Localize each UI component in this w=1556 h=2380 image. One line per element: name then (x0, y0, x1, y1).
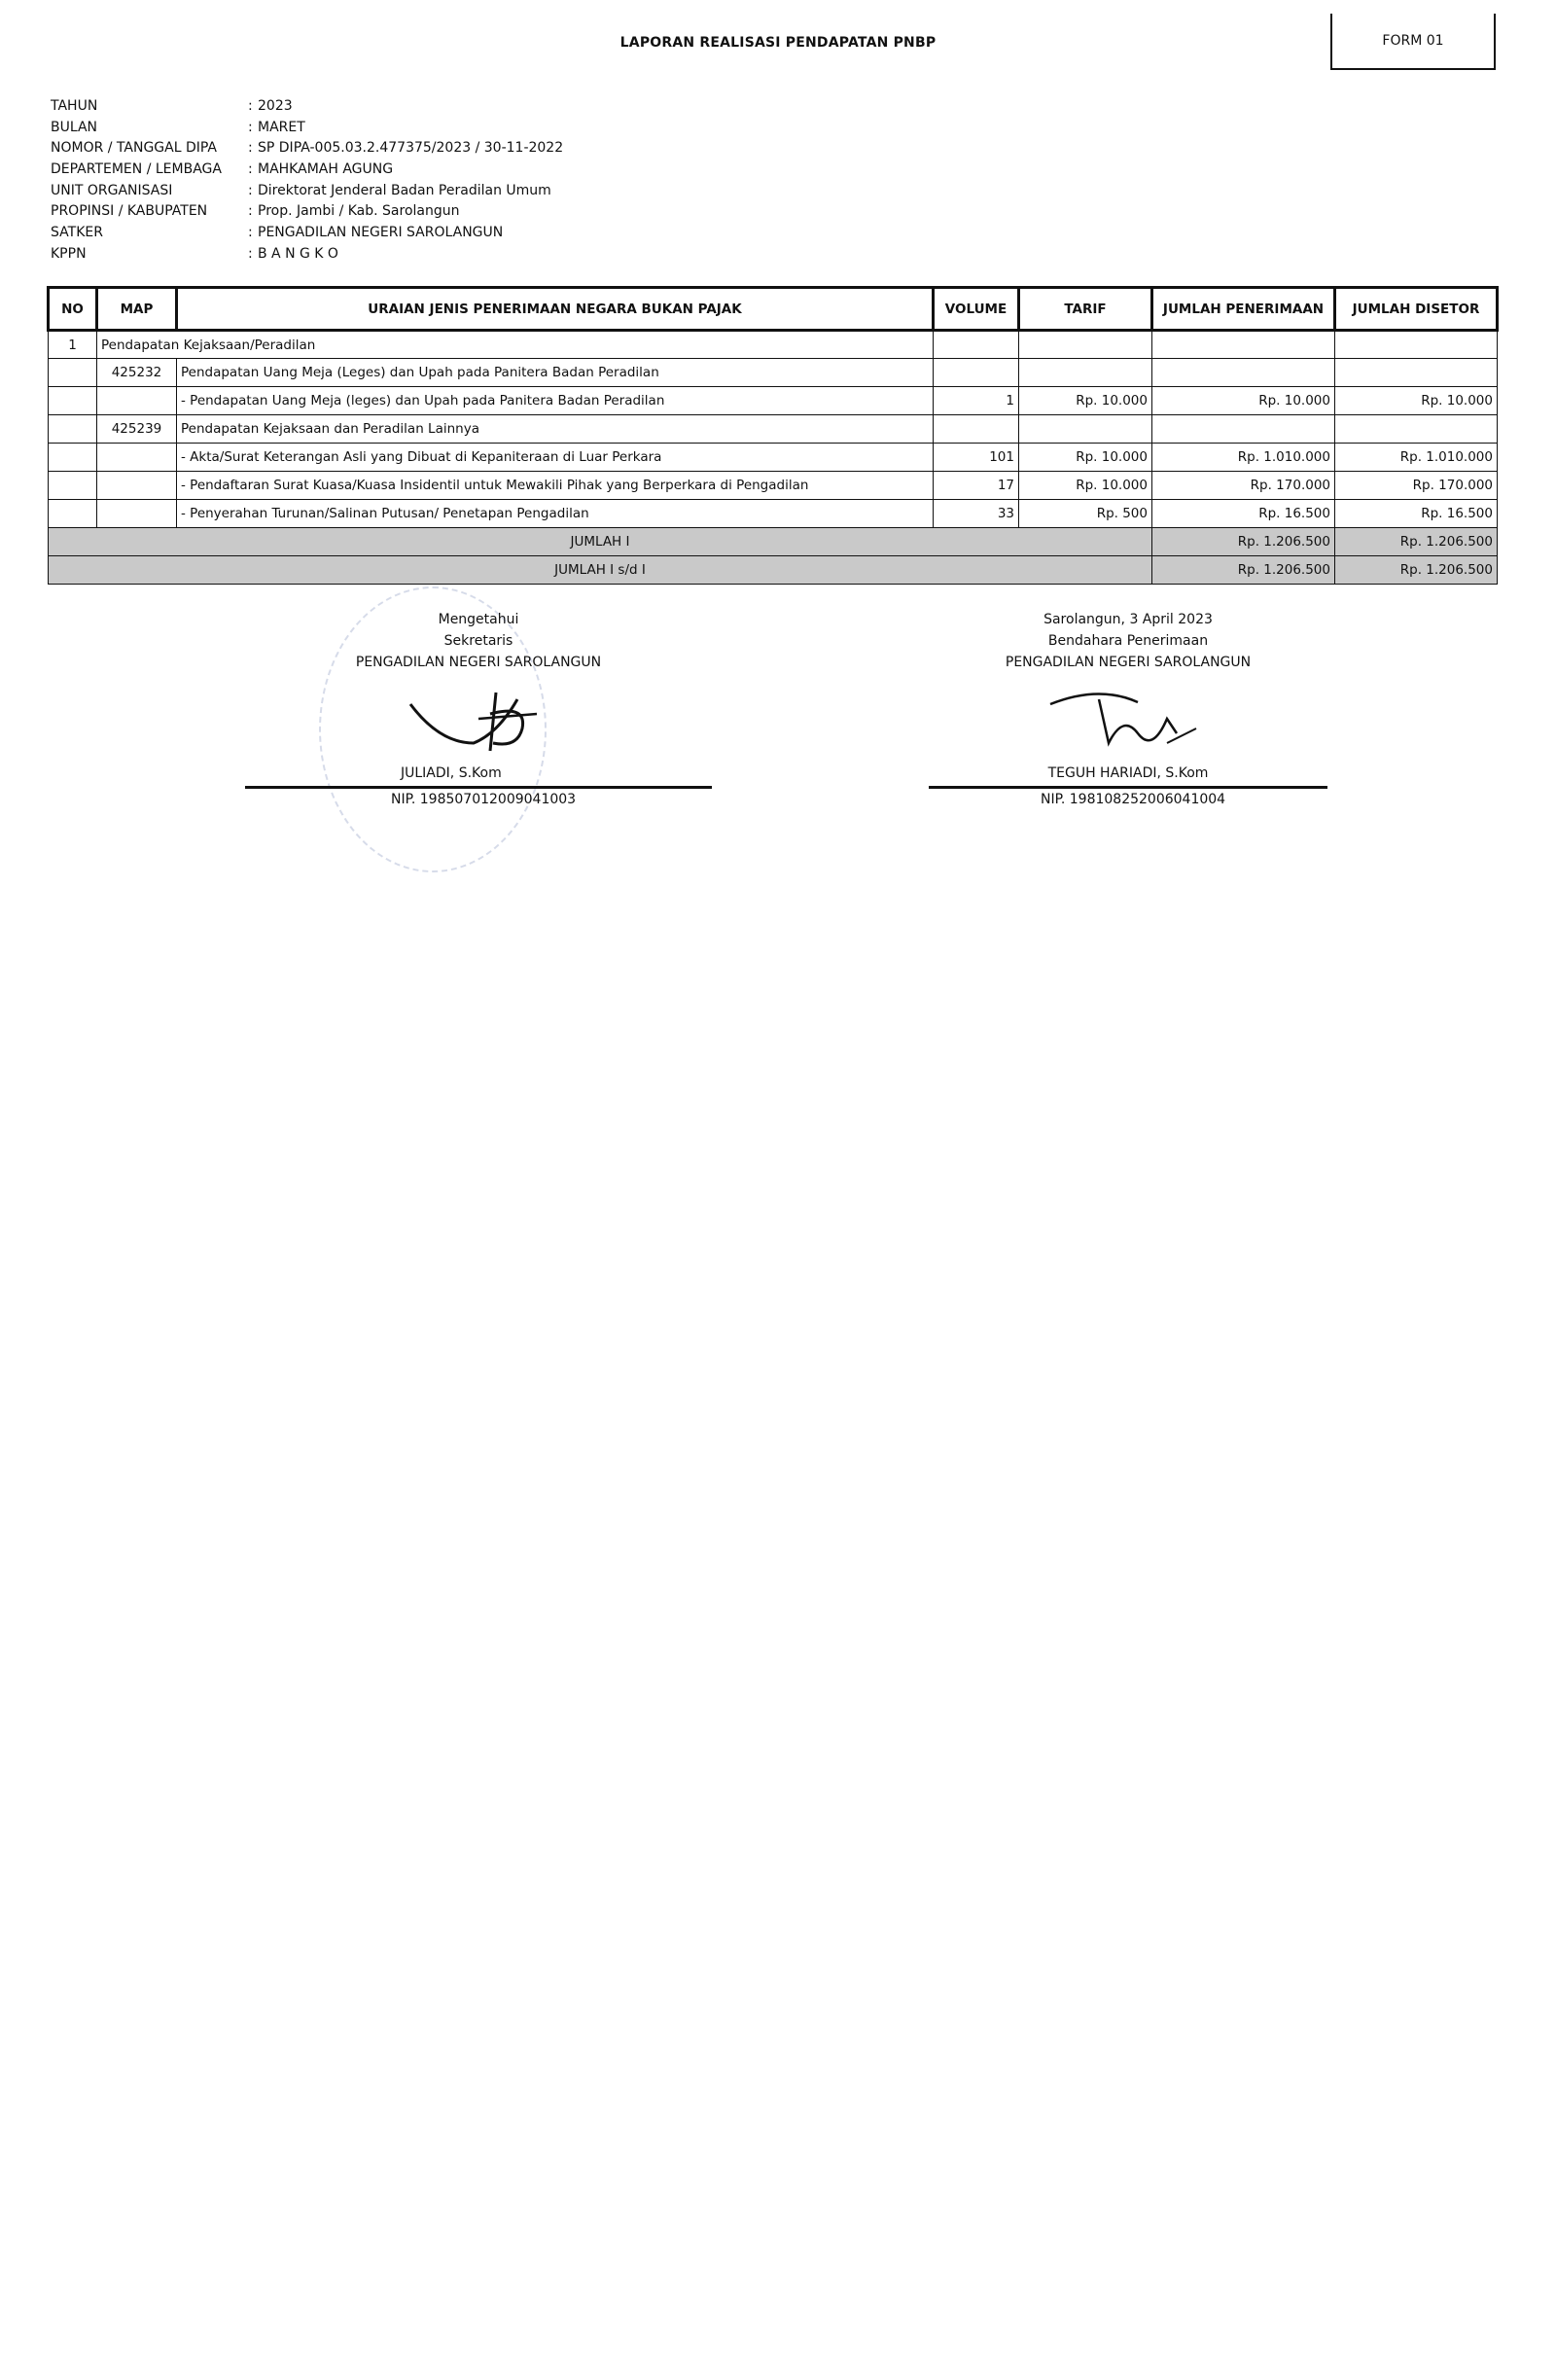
meta-label: SATKER (51, 224, 103, 240)
table-row (49, 500, 1498, 528)
cell-tarif: Rp. 10.000 (1019, 472, 1152, 500)
cell-disetor (1335, 331, 1498, 359)
meta-value: 2023 (258, 97, 293, 114)
cell-tarif (1019, 359, 1152, 387)
meta-label: NOMOR / TANGGAL DIPA (51, 140, 218, 157)
meta-row-departemen: DEPARTEMEN / LEMBAGA : MAHKAMAH AGUNG (51, 160, 394, 177)
table-row (49, 444, 1498, 472)
cell-no: 1 (49, 331, 97, 359)
col-header-tarif: TARIF (1019, 288, 1152, 331)
sig-left-nip: NIP. 198507012009041003 (391, 792, 577, 807)
table-row (49, 415, 1498, 444)
form-code-box: FORM 01 (1330, 14, 1496, 70)
cell-disetor (1335, 415, 1498, 444)
cell-volume: 17 (934, 472, 1019, 500)
cell-volume: 33 (934, 500, 1019, 528)
grand-total-row (49, 556, 1498, 585)
cell-no (49, 387, 97, 415)
cell-penerimaan: Rp. 1.010.000 (1152, 444, 1335, 472)
handwritten-signature-right (1031, 675, 1225, 763)
cell-map: 425232 (97, 359, 177, 387)
meta-value: MARET (258, 119, 305, 135)
cell-disetor: Rp. 10.000 (1335, 387, 1498, 415)
cell-uraian: - Penyerahan Turunan/Salinan Putusan/ Penetapan Pengadilan (177, 500, 934, 528)
cell-tarif (1019, 415, 1152, 444)
meta-label: PROPINSI / KABUPATEN (51, 203, 208, 220)
cell-disetor: Rp. 16.500 (1335, 500, 1498, 528)
col-header-penerimaan: JUMLAH PENERIMAAN (1152, 288, 1335, 331)
meta-value: SP DIPA-005.03.2.477375/2023 / 30-11-2022 (258, 140, 564, 157)
meta-row-satker: SATKER : PENGADILAN NEGERI SAROLANGUN (51, 224, 504, 240)
meta-row-tahun: TAHUN : 2023 (51, 97, 293, 114)
meta-value: Prop. Jambi / Kab. Sarolangun (258, 203, 460, 220)
sig-left-line2: Sekretaris (443, 633, 513, 649)
meta-row-unit: UNIT ORGANISASI : Direktorat Jenderal Badan Peradilan Umum (51, 182, 551, 198)
cell-tarif: Rp. 500 (1019, 500, 1152, 528)
cell-map (97, 500, 177, 528)
signature-block-left (245, 609, 712, 810)
total-disetor: Rp. 1.206.500 (1335, 528, 1498, 556)
table-row (49, 331, 1498, 359)
table-row (49, 387, 1498, 415)
cell-disetor: Rp. 170.000 (1335, 472, 1498, 500)
cell-disetor (1335, 359, 1498, 387)
cell-map (97, 387, 177, 415)
cell-uraian: - Akta/Surat Keterangan Asli yang Dibuat di Kepaniteraan di Luar Perkara (177, 444, 934, 472)
cell-penerimaan (1152, 331, 1335, 359)
cell-tarif: Rp. 10.000 (1019, 444, 1152, 472)
sig-right-line2: Bendahara Penerimaan (1047, 633, 1209, 649)
pnbp-table (47, 286, 1499, 585)
cell-no (49, 500, 97, 528)
meta-value: MAHKAMAH AGUNG (258, 160, 394, 177)
grand-total-penerimaan: Rp. 1.206.500 (1152, 556, 1335, 585)
grand-total-label: JUMLAH I s/d I (49, 556, 1152, 585)
total-row (49, 528, 1498, 556)
meta-label: DEPARTEMEN / LEMBAGA (51, 160, 222, 177)
col-header-disetor: JUMLAH DISETOR (1335, 288, 1498, 331)
sig-left-name: JULIADI, S.Kom (401, 765, 502, 781)
col-header-map: MAP (97, 288, 177, 331)
cell-volume (934, 331, 1019, 359)
cell-map: 425239 (97, 415, 177, 444)
meta-label: KPPN (51, 245, 87, 262)
cell-disetor: Rp. 1.010.000 (1335, 444, 1498, 472)
col-header-volume: VOLUME (934, 288, 1019, 331)
sig-left-line1: Mengetahui (438, 612, 519, 627)
meta-label: BULAN (51, 119, 98, 135)
table-row (49, 359, 1498, 387)
total-label: JUMLAH I (49, 528, 1152, 556)
sig-right-name: TEGUH HARIADI, S.Kom (1047, 765, 1209, 781)
total-penerimaan: Rp. 1.206.500 (1152, 528, 1335, 556)
cell-penerimaan: Rp. 10.000 (1152, 387, 1335, 415)
cell-map (97, 472, 177, 500)
cell-volume (934, 415, 1019, 444)
sig-right-line3: PENGADILAN NEGERI SAROLANGUN (1005, 655, 1252, 670)
handwritten-signature-left (381, 675, 576, 763)
cell-no (49, 359, 97, 387)
cell-volume (934, 359, 1019, 387)
signature-block-right (929, 609, 1327, 810)
cell-tarif: Rp. 10.000 (1019, 387, 1152, 415)
cell-no (49, 444, 97, 472)
cell-penerimaan (1152, 415, 1335, 444)
meta-row-dipa: NOMOR / TANGGAL DIPA : SP DIPA-005.03.2.477375/2023 / 30-11-2022 (51, 140, 564, 157)
col-header-no: NO (49, 288, 97, 331)
cell-uraian: - Pendapatan Uang Meja (leges) dan Upah pada Panitera Badan Peradilan (177, 387, 934, 415)
meta-value: PENGADILAN NEGERI SAROLANGUN (258, 224, 504, 240)
table-header-row (49, 288, 1498, 331)
sig-left-line3: PENGADILAN NEGERI SAROLANGUN (355, 655, 602, 670)
meta-row-kppn: KPPN : B A N G K O (51, 245, 338, 262)
cell-volume: 1 (934, 387, 1019, 415)
meta-row-bulan: BULAN : MARET (51, 119, 305, 135)
meta-label: TAHUN (51, 97, 98, 114)
cell-no (49, 415, 97, 444)
cell-tarif (1019, 331, 1152, 359)
cell-uraian: Pendapatan Kejaksaan dan Peradilan Lainnya (177, 415, 934, 444)
sig-right-line1: Sarolangun, 3 April 2023 (1043, 612, 1213, 627)
cell-no (49, 472, 97, 500)
meta-row-propinsi: PROPINSI / KABUPATEN : Prop. Jambi / Kab. Sarolangun (51, 203, 460, 220)
sig-right-nip: NIP. 198108252006041004 (1041, 792, 1226, 807)
cell-uraian: Pendapatan Kejaksaan/Peradilan (97, 331, 934, 359)
grand-total-disetor: Rp. 1.206.500 (1335, 556, 1498, 585)
cell-penerimaan: Rp. 170.000 (1152, 472, 1335, 500)
cell-uraian: Pendapatan Uang Meja (Leges) dan Upah pada Panitera Badan Peradilan (177, 359, 934, 387)
cell-penerimaan: Rp. 16.500 (1152, 500, 1335, 528)
meta-label: UNIT ORGANISASI (51, 182, 173, 198)
cell-uraian: - Pendaftaran Surat Kuasa/Kuasa Insidentil untuk Mewakili Pihak yang Berperkara di Pengadilan (177, 472, 934, 500)
meta-value: B A N G K O (258, 245, 338, 262)
col-header-uraian: URAIAN JENIS PENERIMAAN NEGARA BUKAN PAJAK (177, 288, 934, 331)
meta-value: Direktorat Jenderal Badan Peradilan Umum (258, 182, 551, 198)
cell-map (97, 444, 177, 472)
report-title: LAPORAN REALISASI PENDAPATAN PNBP (619, 35, 937, 51)
cell-volume: 101 (934, 444, 1019, 472)
report-metadata (51, 95, 563, 265)
cell-penerimaan (1152, 359, 1335, 387)
table-row (49, 472, 1498, 500)
